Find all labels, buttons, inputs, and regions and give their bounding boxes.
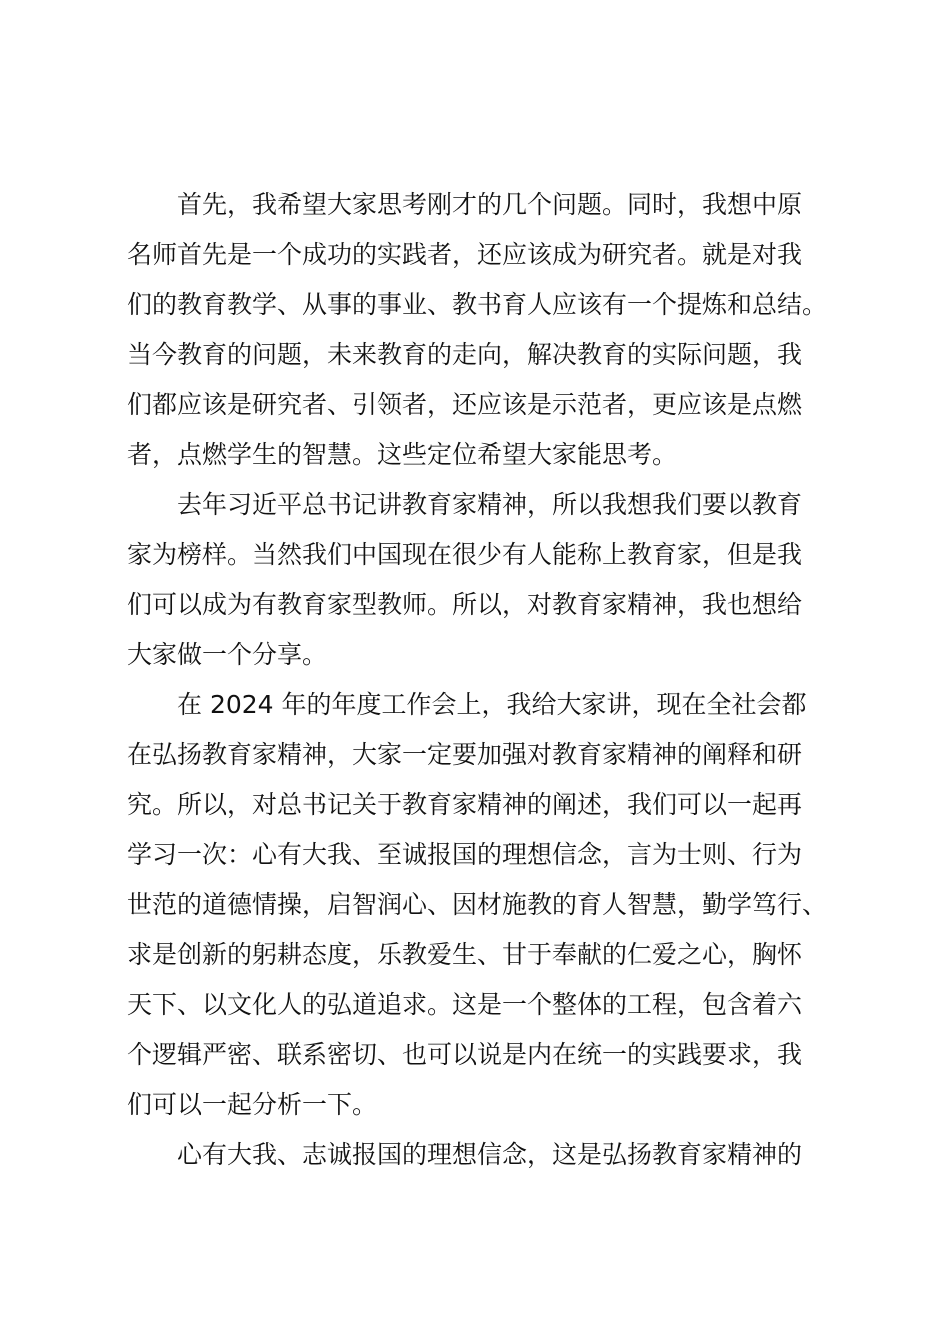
paragraph-3-line-1: 在 2024 年的年度工作会上，我给大家讲，现在全社会都 [177, 690, 807, 719]
paragraph-3-line-5: 世范的道德情操，启智润心、因材施教的育人智慧，勤学笃行、 [127, 890, 828, 919]
paragraph-3-line-4: 学习一次：心有大我、至诚报国的理想信念，言为士则、行为 [127, 840, 803, 869]
paragraph-3-line-8: 个逻辑严密、联系密切、也可以说是内在统一的实践要求，我 [127, 1040, 803, 1069]
paragraph-2-line-1: 去年习近平总书记讲教育家精神，所以我想我们要以教育 [177, 490, 803, 519]
paragraph-3 [127, 680, 839, 1130]
paragraph-1-line-3: 们的教育教学、从事的事业、教书育人应该有一个提炼和总结。 [127, 290, 828, 319]
paragraph-3-line-9: 们可以一起分析一下。 [127, 1090, 378, 1119]
paragraph-4 [127, 1130, 839, 1180]
paragraph-2 [127, 480, 839, 680]
paragraph-1 [127, 180, 839, 480]
body-text [127, 180, 839, 1180]
paragraph-1-line-6: 者，点燃学生的智慧。这些定位希望大家能思考。 [127, 440, 678, 469]
paragraph-2-line-3: 们可以成为有教育家型教师。所以，对教育家精神，我也想给 [127, 590, 803, 619]
paragraph-1-line-4: 当今教育的问题，未来教育的走向，解决教育的实际问题，我 [127, 340, 803, 369]
paragraph-1-line-2: 名师首先是一个成功的实践者，还应该成为研究者。就是对我 [127, 240, 803, 269]
paragraph-1-line-1: 首先，我希望大家思考刚才的几个问题。同时，我想中原 [177, 190, 803, 219]
paragraph-3-line-7: 天下、以文化人的弘道追求。这是一个整体的工程，包含着六 [127, 990, 803, 1019]
paragraph-2-line-4: 大家做一个分享。 [127, 640, 328, 669]
paragraph-3-line-2: 在弘扬教育家精神，大家一定要加强对教育家精神的阐释和研 [127, 740, 803, 769]
paragraph-3-line-6: 求是创新的躬耕态度，乐教爱生、甘于奉献的仁爱之心，胸怀 [127, 940, 803, 969]
paragraph-1-line-5: 们都应该是研究者、引领者，还应该是示范者，更应该是点燃 [127, 390, 803, 419]
paragraph-3-line-3: 究。所以，对总书记关于教育家精神的阐述，我们可以一起再 [127, 790, 803, 819]
paragraph-4-line-1: 心有大我、志诚报国的理想信念，这是弘扬教育家精神的 [177, 1140, 803, 1169]
paragraph-2-line-2: 家为榜样。当然我们中国现在很少有人能称上教育家，但是我 [127, 540, 803, 569]
